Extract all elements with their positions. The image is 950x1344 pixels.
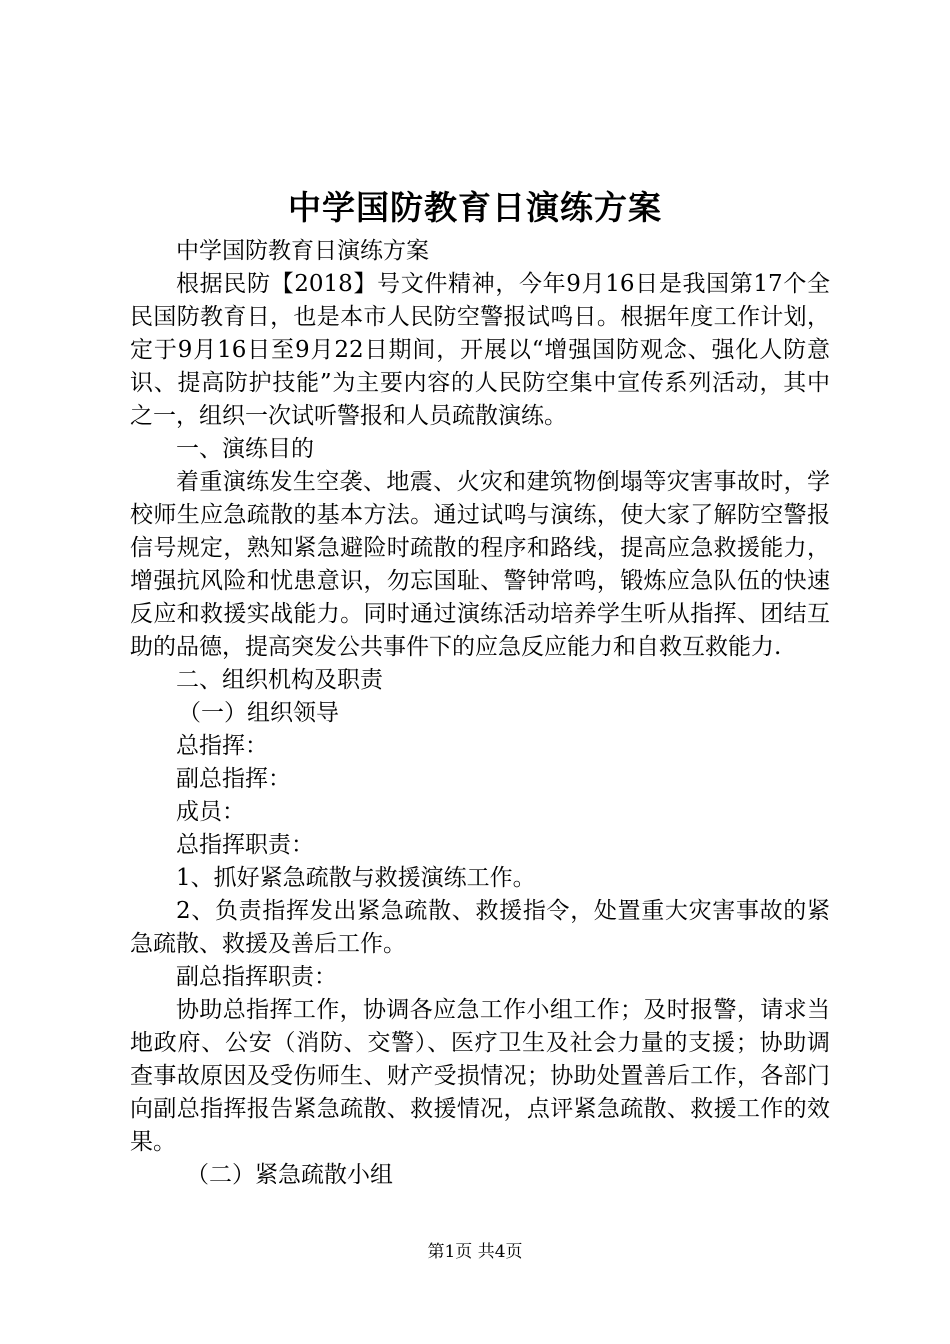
duty-item-1: 1、抓好紧急疏散与救援演练工作。 <box>176 865 536 891</box>
section-heading-organization: 二、组织机构及职责 <box>176 667 383 693</box>
page-footer: 第1页 共4页 <box>427 1242 523 1262</box>
line-deputy-commander: 副总指挥： <box>176 766 291 792</box>
section-heading-purpose: 一、演练目的 <box>176 436 314 462</box>
document-body <box>130 235 830 1192</box>
paragraph-intro: 根据民防【2018】号文件精神，今年9月16日是我国第17个全民国防教育日，也是本市人民防空警报试鸣日。根据年度工作计划，定于9月16日至9月22日期间，开展以“增强国防观念、强化人防意识、提高防护技能”为主要内容的人民防空集中宣传系列活动，其中之一，组织一次试听警报和人员疏散演练。 <box>130 271 830 429</box>
line-members: 成员： <box>176 799 245 825</box>
line-commander: 总指挥： <box>176 733 268 759</box>
paragraph-deputy-duties: 协助总指挥工作，协调各应急工作小组工作；及时报警，请求当地政府、公安（消防、交警）、医疗卫生及社会力量的支援；协助调查事故原因及受伤师生、财产受损情况；协助处置善后工作，各部门向副总指挥报告紧急疏散、救援情况，点评紧急疏散、救援工作的效果。 <box>130 997 830 1155</box>
subsection-heading-evacuation: （二）紧急疏散小组 <box>186 1162 393 1188</box>
paragraph-purpose: 着重演练发生空袭、地震、火灾和建筑物倒塌等灾害事故时，学校师生应急疏散的基本方法。通过试鸣与演练，使大家了解防空警报信号规定，熟知紧急避险时疏散的程序和路线，提高应急救援能力，增强抗风险和忧患意识，勿忘国耻、警钟常鸣，锻炼应急队伍的快速反应和救援实战能力。同时通过演练活动培养学生听从指挥、团结互助的品德，提高突发公共事件下的应急反应能力和自救互救能力. <box>130 469 830 660</box>
line-commander-duties: 总指挥职责： <box>176 832 314 858</box>
subsection-heading-leadership: （一）组织领导 <box>178 700 339 726</box>
line-deputy-duties: 副总指挥职责： <box>176 964 337 990</box>
duty-item-2: 2、负责指挥发出紧急疏散、救援指令，处置重大灾害事故的紧急疏散、救援及善后工作。 <box>130 898 830 957</box>
paragraph-heading-repeat: 中学国防教育日演练方案 <box>176 238 429 264</box>
document-title: 中学国防教育日演练方案 <box>288 188 662 227</box>
